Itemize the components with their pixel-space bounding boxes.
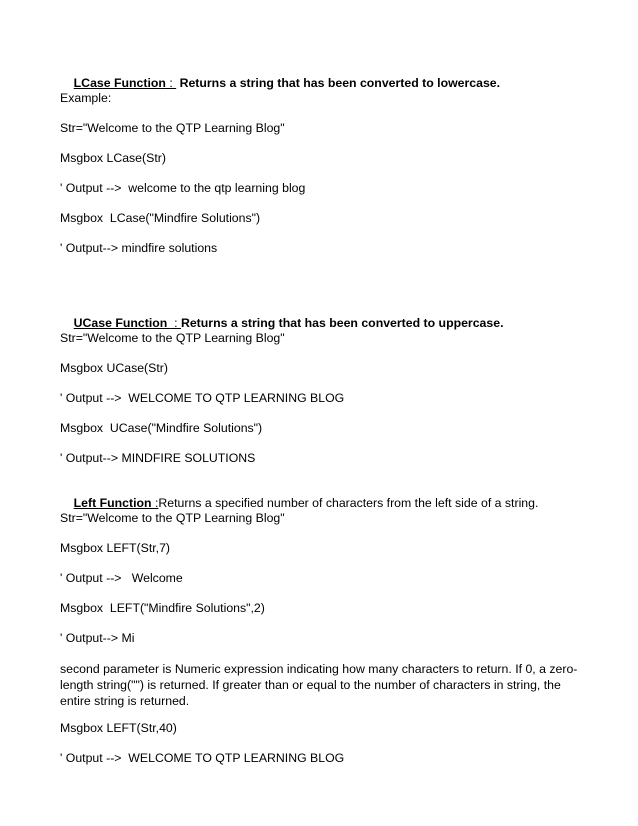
left-separator: : [154, 496, 159, 510]
lcase-line-1: Str="Welcome to the QTP Learning Blog" [60, 121, 285, 135]
ucase-line-2: Msgbox UCase(Str) [60, 361, 168, 375]
left-line-6: Msgbox LEFT(Str,40) [60, 721, 177, 735]
lcase-separator: : [165, 76, 177, 90]
ucase-function-name: UCase Function [73, 316, 171, 330]
ucase-line-3: ' Output --> WELCOME TO QTP LEARNING BLOG [60, 391, 345, 405]
lcase-description: Returns a string that has been converted to lowercase. [176, 76, 501, 90]
left-function-name: Left Function [73, 496, 155, 510]
left-line-2: Msgbox LEFT(Str,7) [60, 541, 171, 555]
left-line-1: Str="Welcome to the QTP Learning Blog" [60, 511, 285, 525]
left-note-paragraph: second parameter is Numeric expression indicating how many characters to return. If 0, a zero-length string("") is returned. If greater than or equal to the number of characters in string, the entire string is returned. [60, 662, 578, 708]
ucase-separator: : [170, 316, 181, 330]
lcase-line-2: Msgbox LCase(Str) [60, 151, 166, 165]
ucase-line-4: Msgbox UCase("Mindfire Solutions") [60, 421, 263, 435]
left-line-4: Msgbox LEFT("Mindfire Solutions",2) [60, 601, 265, 615]
lcase-heading [60, 61, 500, 106]
ucase-line-5: ' Output--> MINDFIRE SOLUTIONS [60, 451, 256, 465]
lcase-line-3: ' Output --> welcome to the qtp learning blog [60, 181, 306, 195]
ucase-line-1: Str="Welcome to the QTP Learning Blog" [60, 331, 285, 345]
left-line-5: ' Output--> Mi [60, 631, 135, 645]
left-description: Returns a specified number of characters from the left side of a string. [158, 496, 539, 510]
lcase-example-label: Example: [60, 91, 112, 105]
lcase-line-4: Msgbox LCase("Mindfire Solutions") [60, 211, 261, 225]
left-line-3: ' Output --> Welcome [60, 571, 183, 585]
lcase-line-5: ' Output--> mindfire solutions [60, 241, 218, 255]
ucase-description: Returns a string that has been converted to uppercase. [180, 316, 504, 330]
lcase-function-name: LCase Function [73, 76, 166, 90]
left-line-7: ' Output --> WELCOME TO QTP LEARNING BLOG [60, 751, 345, 765]
